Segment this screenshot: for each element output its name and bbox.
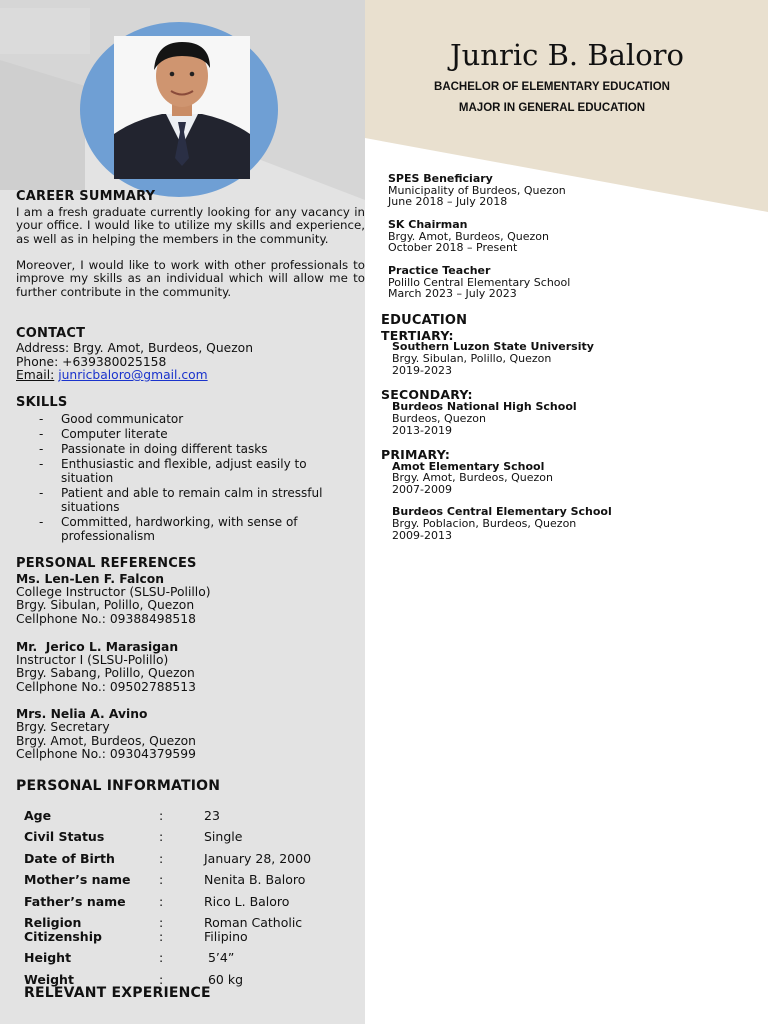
experience-place: Municipality of Burdeos, Quezon — [388, 184, 566, 197]
experience-dates: March 2023 – July 2023 — [388, 287, 517, 300]
primary-heading: PRIMARY: — [381, 447, 451, 462]
school-place: Brgy. Amot, Burdeos, Quezon — [392, 471, 553, 484]
info-key: Father’s name — [24, 894, 126, 909]
references-heading: PERSONAL REFERENCES — [16, 556, 197, 571]
skill-item: - Committed, hardworking, with sense of professionalism — [36, 515, 356, 543]
info-sep: : — [159, 872, 164, 887]
info-key: Mother’s name — [24, 872, 131, 887]
school-name: Southern Luzon State University — [392, 340, 594, 353]
skill-item: - Passionate in doing different tasks — [36, 442, 356, 456]
career-summary-heading: CAREER SUMMARY — [16, 189, 156, 204]
info-row — [24, 829, 344, 845]
school-years: 2009-2013 — [392, 529, 452, 542]
secondary-heading: SECONDARY: — [381, 387, 473, 402]
career-summary-text-2: Moreover, I would like to work with other professionals to improve my skills as an individual which will allow me to further contribute in the community. — [16, 258, 365, 299]
info-value: 23 — [204, 808, 220, 823]
info-row — [24, 808, 344, 824]
school-place: Brgy. Sibulan, Polillo, Quezon — [392, 352, 552, 365]
info-value: Single — [204, 829, 243, 844]
info-sep: : — [159, 829, 164, 844]
info-sep: : — [159, 894, 164, 909]
reference-position: Brgy. Secretary — [16, 720, 110, 734]
school-place: Brgy. Poblacion, Burdeos, Quezon — [392, 517, 577, 530]
reference-name: Ms. Len-Len F. Falcon — [16, 572, 164, 586]
info-sep: : — [159, 851, 164, 866]
info-sep: : — [159, 915, 164, 930]
info-key: Weight — [24, 972, 74, 987]
reference-name: Mrs. Nelia A. Avino — [16, 707, 148, 721]
skills-heading: SKILLS — [16, 395, 68, 410]
info-row — [24, 894, 344, 910]
info-row — [24, 950, 344, 966]
reference-name: Mr. Jerico L. Marasigan — [16, 640, 179, 654]
school-years: 2007-2009 — [392, 483, 452, 496]
school-years: 2019-2023 — [392, 364, 452, 377]
reference-phone: Cellphone No.: 09502788513 — [16, 680, 196, 694]
info-row — [24, 851, 344, 867]
reference-phone: Cellphone No.: 09304379599 — [16, 747, 196, 761]
contact-heading: CONTACT — [16, 326, 86, 341]
info-value: 60 kg — [204, 972, 244, 987]
school-place: Burdeos, Quezon — [392, 412, 486, 425]
info-value: Rico L. Baloro — [204, 894, 290, 909]
info-key: Citizenship — [24, 929, 102, 944]
info-value: Nenita B. Baloro — [204, 872, 306, 887]
skill-item: - Patient and able to remain calm in stressful situations — [36, 486, 356, 514]
skill-item: - Computer literate — [36, 427, 356, 441]
skill-item: - Enthusiastic and flexible, adjust easily to situation — [36, 457, 356, 485]
experience-place: Polillo Central Elementary School — [388, 276, 571, 289]
reference-address: Brgy. Sibulan, Polillo, Quezon — [16, 598, 195, 612]
info-sep: : — [159, 972, 164, 987]
contact-address: Address: Brgy. Amot, Burdeos, Quezon — [16, 341, 253, 355]
info-row — [24, 929, 344, 945]
experience-dates: October 2018 – Present — [388, 241, 518, 254]
info-value: 5’4” — [204, 950, 235, 965]
experience-title: SPES Beneficiary — [388, 172, 493, 185]
profile-photo — [114, 36, 250, 179]
email-link[interactable]: junricbaloro@gmail.com — [58, 368, 208, 382]
reference-address: Brgy. Sabang, Polillo, Quezon — [16, 666, 195, 680]
info-value: January 28, 2000 — [204, 851, 312, 866]
info-row — [24, 872, 344, 888]
info-key: Height — [24, 950, 72, 965]
reference-phone: Cellphone No.: 09388498518 — [16, 612, 196, 626]
info-key: Age — [24, 808, 52, 823]
experience-place: Brgy. Amot, Burdeos, Quezon — [388, 230, 549, 243]
info-key: Civil Status — [24, 829, 105, 844]
personal-info-heading: PERSONAL INFORMATION — [16, 778, 221, 794]
degree-line-1: BACHELOR OF ELEMENTARY EDUCATION — [434, 81, 670, 93]
contact-phone: Phone: +639380025158 — [16, 355, 167, 369]
email-label: Email: — [16, 368, 55, 382]
info-key: Date of Birth — [24, 851, 115, 866]
info-sep: : — [159, 950, 164, 965]
experience-title: Practice Teacher — [388, 264, 491, 277]
contact-email-row — [16, 369, 208, 382]
school-name: Amot Elementary School — [392, 460, 545, 473]
info-key: Religion — [24, 915, 82, 930]
career-summary-text: I am a fresh graduate currently looking for any vacancy in your office. I would like to utilize my skills and experience, as well as in helping the members in the community. — [16, 205, 365, 246]
info-value: Filipino — [204, 929, 248, 944]
skill-item: - Good communicator — [36, 412, 356, 426]
school-name: Burdeos Central Elementary School — [392, 505, 612, 518]
skills-list — [36, 412, 356, 544]
education-heading: EDUCATION — [381, 313, 468, 328]
degree-line-2: MAJOR IN GENERAL EDUCATION — [458, 102, 646, 114]
school-name: Burdeos National High School — [392, 400, 577, 413]
reference-position: Instructor I (SLSU-Polillo) — [16, 653, 169, 667]
tertiary-heading: TERTIARY: — [381, 328, 454, 343]
info-value: Roman Catholic — [204, 915, 303, 930]
candidate-name: Junric B. Baloro — [450, 38, 684, 72]
school-years: 2013-2019 — [392, 424, 452, 437]
experience-title: SK Chairman — [388, 218, 468, 231]
reference-address: Brgy. Amot, Burdeos, Quezon — [16, 734, 196, 748]
experience-dates: June 2018 – July 2018 — [388, 195, 508, 208]
relevant-experience-heading: RELEVANT EXPERIENCE — [24, 985, 211, 1001]
reference-position: College Instructor (SLSU-Polillo) — [16, 585, 211, 599]
info-sep: : — [159, 808, 164, 823]
info-sep: : — [159, 929, 164, 944]
